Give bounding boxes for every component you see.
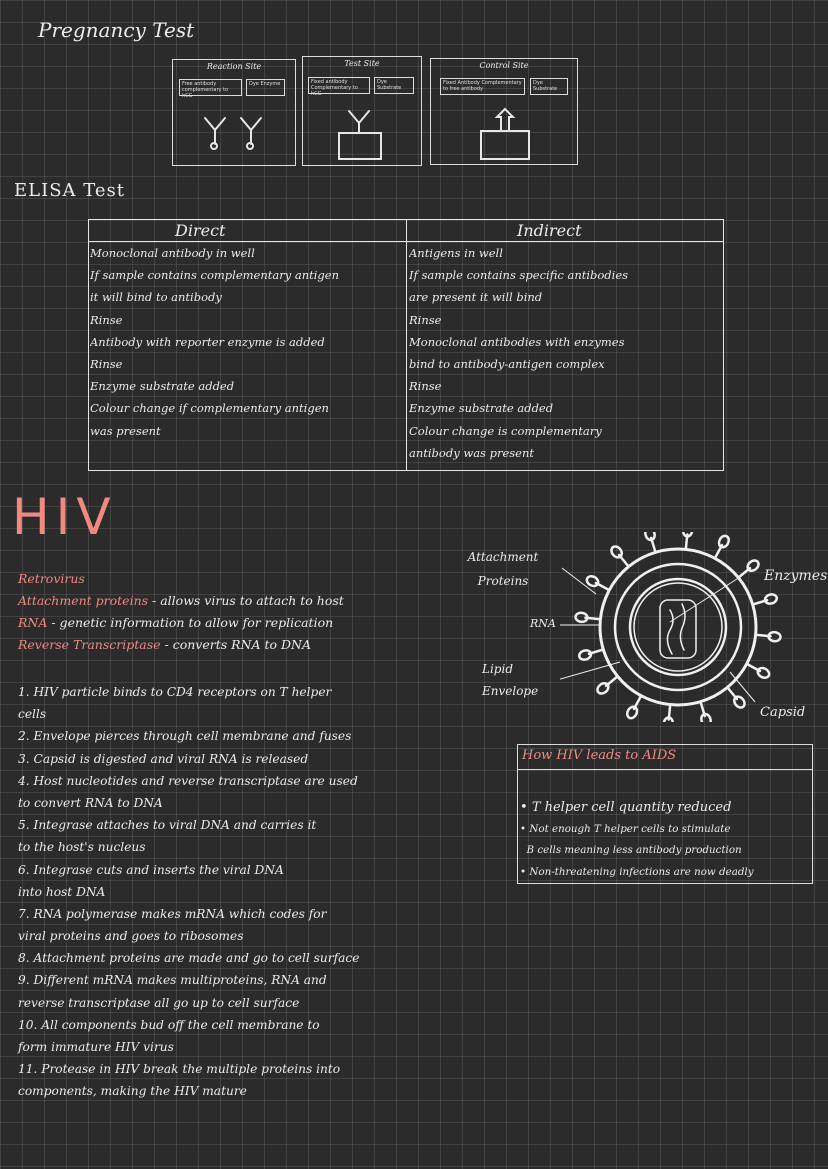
pregnancy-title: Pregnancy Test bbox=[38, 18, 195, 42]
step-line: 11. Protease in HIV break the multiple proteins into bbox=[18, 1062, 341, 1077]
elisa-direct-column bbox=[90, 242, 404, 442]
step-line: to convert RNA to DNA bbox=[18, 795, 163, 810]
step-line: 2. Envelope pierces through cell membrane and fuses bbox=[18, 729, 352, 744]
definition-desc: - allows virus to attach to host bbox=[148, 593, 344, 608]
attachment-protein-head bbox=[578, 649, 592, 661]
indirect-line: Monoclonal antibodies with enzymes bbox=[409, 334, 625, 349]
lipid-envelope-icon bbox=[600, 549, 756, 705]
reaction-site-label: Reaction Site bbox=[206, 62, 262, 71]
diagram-label-attachment-proteins: Attachment Proteins bbox=[467, 550, 539, 588]
control-site-box bbox=[430, 58, 578, 165]
definition-term: Attachment proteins bbox=[18, 593, 149, 608]
diagram-label-enzymes: Enzymes bbox=[764, 568, 828, 584]
definition-term: Reverse Transcriptase bbox=[18, 637, 161, 652]
elisa-indirect-header: Indirect bbox=[517, 221, 582, 240]
definition-desc: - genetic information to allow for replication bbox=[47, 615, 334, 630]
definition-term: Retrovirus bbox=[18, 571, 85, 586]
test-site-box bbox=[302, 56, 422, 166]
attachment-protein-head bbox=[717, 534, 731, 549]
definition-desc: - converts RNA to DNA bbox=[160, 637, 311, 652]
indirect-line: antibody was present bbox=[409, 445, 535, 460]
indirect-line: Antigens in well bbox=[409, 246, 503, 260]
step-line: into host DNA bbox=[18, 884, 106, 899]
definition-rna bbox=[18, 612, 344, 634]
direct-line: Rinse bbox=[90, 356, 123, 371]
diagram-label-capsid: Capsid bbox=[760, 705, 806, 720]
aids-item-text: T helper cell quantity reduced bbox=[531, 800, 732, 815]
direct-line: Rinse bbox=[90, 312, 123, 327]
hiv-title: HIV bbox=[12, 488, 117, 546]
aids-box-items bbox=[520, 797, 754, 883]
hiv-virus-diagram bbox=[560, 532, 790, 722]
indirect-line: If sample contains specific antibodies bbox=[409, 268, 629, 283]
attachment-protein-head bbox=[700, 713, 712, 722]
attachment-protein-head bbox=[756, 666, 771, 680]
step-line: 4. Host nucleotides and reverse transcriptase are used bbox=[18, 773, 358, 788]
elisa-column-divider bbox=[406, 220, 407, 470]
hiv-definitions bbox=[18, 568, 344, 656]
aids-item: • Non-threatening infections are now deadly bbox=[520, 865, 754, 878]
step-line: 8. Attachment proteins are made and go to cell surface bbox=[18, 951, 360, 966]
aids-item-text: Non-threatening infections are now deadly bbox=[529, 865, 754, 878]
elisa-direct-header: Direct bbox=[175, 221, 226, 240]
direct-line: Antibody with reporter enzyme is added bbox=[90, 334, 325, 349]
indirect-line: Colour change is complementary bbox=[409, 423, 602, 438]
reaction-site-box bbox=[172, 59, 296, 166]
test-dye-box: Dye Substrate bbox=[374, 77, 414, 94]
control-antibody-icon bbox=[431, 59, 577, 164]
step-line: to the host's nucleus bbox=[18, 840, 146, 855]
step-line: 1. HIV particle binds to CD4 receptors on T helper bbox=[18, 685, 332, 699]
control-site-label: Control Site bbox=[479, 61, 529, 70]
free-antibody-icon bbox=[173, 60, 295, 165]
aids-item-text: Not enough T helper cells to stimulate bbox=[529, 822, 731, 835]
control-fixed-antibody-box: Fixed Antibody Complementary to free antibody bbox=[440, 78, 525, 95]
reaction-free-antibody-box: Free antibody complementary to hCG bbox=[179, 79, 242, 96]
attachment-protein-head bbox=[644, 532, 656, 541]
step-line: viral proteins and goes to ribosomes bbox=[18, 929, 244, 944]
attachment-protein-spikes bbox=[575, 532, 781, 722]
aids-box-title: How HIV leads to AIDS bbox=[522, 748, 677, 763]
indirect-line: bind to antibody-antigen complex bbox=[409, 356, 605, 371]
step-line: components, making the HIV mature bbox=[18, 1084, 247, 1099]
attachment-protein-head bbox=[625, 705, 639, 720]
definition-reverse-transcriptase bbox=[18, 634, 344, 656]
aids-item: • T helper cell quantity reduced bbox=[520, 800, 732, 815]
step-line: 7. RNA polymerase makes mRNA which codes for bbox=[18, 906, 327, 921]
definition-attachment-proteins bbox=[18, 590, 344, 612]
direct-line: it will bind to antibody bbox=[90, 290, 222, 305]
capsid-outer-icon bbox=[630, 579, 726, 675]
step-line: form immature HIV virus bbox=[18, 1040, 174, 1054]
aids-item-text: B cells meaning less antibody production bbox=[526, 844, 742, 856]
step-line: 3. Capsid is digested and viral RNA is released bbox=[18, 751, 309, 766]
indirect-line: are present it will bind bbox=[409, 290, 543, 305]
rna-strand-icon bbox=[667, 604, 685, 654]
elisa-table bbox=[88, 219, 724, 471]
aids-box-divider bbox=[518, 769, 812, 770]
reaction-dye-box: Dye Enzyme bbox=[246, 79, 285, 96]
aids-item: • Not enough T helper cells to stimulate bbox=[520, 822, 731, 835]
test-site-label: Test Site bbox=[344, 59, 380, 68]
indirect-line: Rinse bbox=[409, 312, 442, 327]
direct-line: Colour change if complementary antigen bbox=[90, 401, 329, 416]
diagram-label-rna: RNA bbox=[530, 617, 556, 630]
step-line: cells bbox=[18, 707, 47, 722]
direct-line: Monoclonal antibody in well bbox=[90, 246, 255, 260]
definition-retrovirus bbox=[18, 568, 344, 590]
step-line: 9. Different mRNA makes multiproteins, RNA and bbox=[18, 973, 327, 988]
step-line: 5. Integrase attaches to viral DNA and carries it bbox=[18, 818, 317, 833]
definition-term: RNA bbox=[18, 615, 48, 630]
hiv-replication-steps bbox=[18, 681, 359, 1103]
indirect-line: Enzyme substrate added bbox=[409, 401, 554, 416]
hiv-to-aids-box bbox=[517, 744, 813, 884]
fixed-antibody-icon bbox=[303, 57, 421, 165]
elisa-indirect-column bbox=[409, 242, 721, 464]
test-fixed-antibody-box: Fixed antibody Complementary to hCG bbox=[308, 77, 370, 94]
control-dye-box: Dye Substrate bbox=[530, 78, 568, 95]
step-line: 10. All components bud off the cell membrane to bbox=[18, 1017, 320, 1032]
elisa-title: ELISA Test bbox=[14, 180, 125, 201]
attachment-protein-head bbox=[585, 574, 600, 588]
direct-line: If sample contains complementary antigen bbox=[90, 268, 340, 283]
indirect-line: Rinse bbox=[409, 379, 442, 394]
aids-item bbox=[520, 840, 754, 862]
direct-line: Enzyme substrate added bbox=[90, 379, 235, 394]
diagram-label-lipid-envelope: Lipid Envelope bbox=[482, 662, 539, 698]
direct-line: was present bbox=[90, 423, 161, 438]
step-line: 6. Integrase cuts and inserts the viral DNA bbox=[18, 862, 284, 877]
step-line: reverse transcriptase all go up to cell surface bbox=[18, 995, 300, 1010]
attachment-protein-head bbox=[764, 593, 778, 605]
